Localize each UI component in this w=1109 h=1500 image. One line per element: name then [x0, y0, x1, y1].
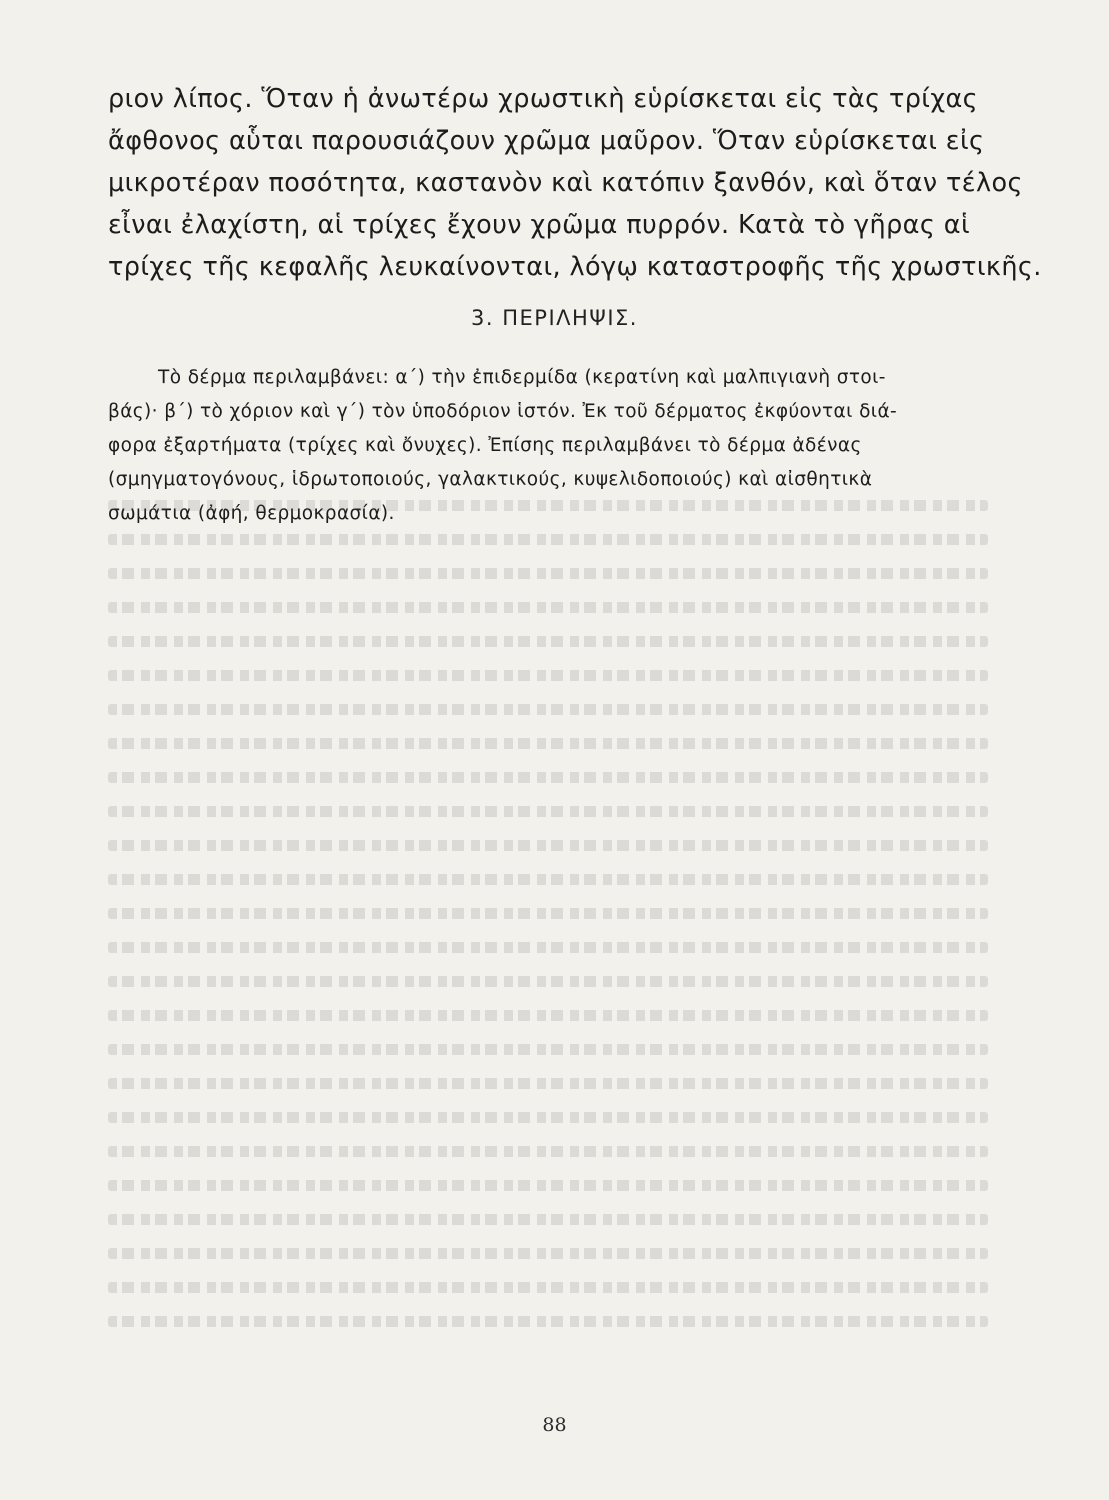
- summary-line: (σμηγματογόνους, ἱδρωτοποιούς, γαλακτικούς, κυψελιδοποιούς) καὶ αἰσθητικὰ: [108, 469, 873, 490]
- show-through-text: [108, 500, 988, 1380]
- summary-line: βάς)· β΄) τὸ χόριον καὶ γ΄) τὸν ὑποδόριον ἱστόν. Ἐκ τοῦ δέρματος ἐκφύονται διά-: [108, 401, 898, 422]
- page-number: 88: [542, 1414, 567, 1436]
- summary-line: φορα ἐξαρτήματα (τρίχες καὶ ὄνυχες). Ἐπίσης περιλαμβάνει τὸ δέρμα ἀδένας: [108, 435, 862, 456]
- body-line: τρίχες τῆς κεφαλῆς λευκαίνονται, λόγῳ καταστροφῆς τῆς χρωστικῆς.: [108, 252, 1042, 282]
- body-line: εἶναι ἐλαχίστη, αἱ τρίχες ἔχουν χρῶμα πυρρόν. Κατὰ τὸ γῆρας αἱ: [108, 210, 971, 240]
- summary-line: Τὸ δέρμα περιλαμβάνει: α΄) τὴν ἐπιδερμίδα (κερατίνη καὶ μαλπιγιανὴ στοι-: [158, 367, 886, 388]
- body-line: μικροτέραν ποσότητα, καστανὸν καὶ κατόπιν ξανθόν, καὶ ὅταν τέλος: [108, 168, 1023, 198]
- summary-line: σωμάτια (ἀφή, θερμοκρασία).: [108, 503, 395, 524]
- body-paragraph: [108, 78, 1042, 288]
- section-heading: 3. ΠΕΡΙΛΗΨΙΣ.: [471, 306, 638, 330]
- body-line: ριον λίπος. Ὅταν ἡ ἀνωτέρω χρωστικὴ εὑρίσκεται εἰς τὰς τρίχας: [108, 84, 979, 114]
- summary-paragraph: [108, 361, 968, 531]
- body-line: ἄφθονος αὗται παρουσιάζουν χρῶμα μαῦρον. Ὅταν εὑρίσκεται εἰς: [108, 126, 985, 156]
